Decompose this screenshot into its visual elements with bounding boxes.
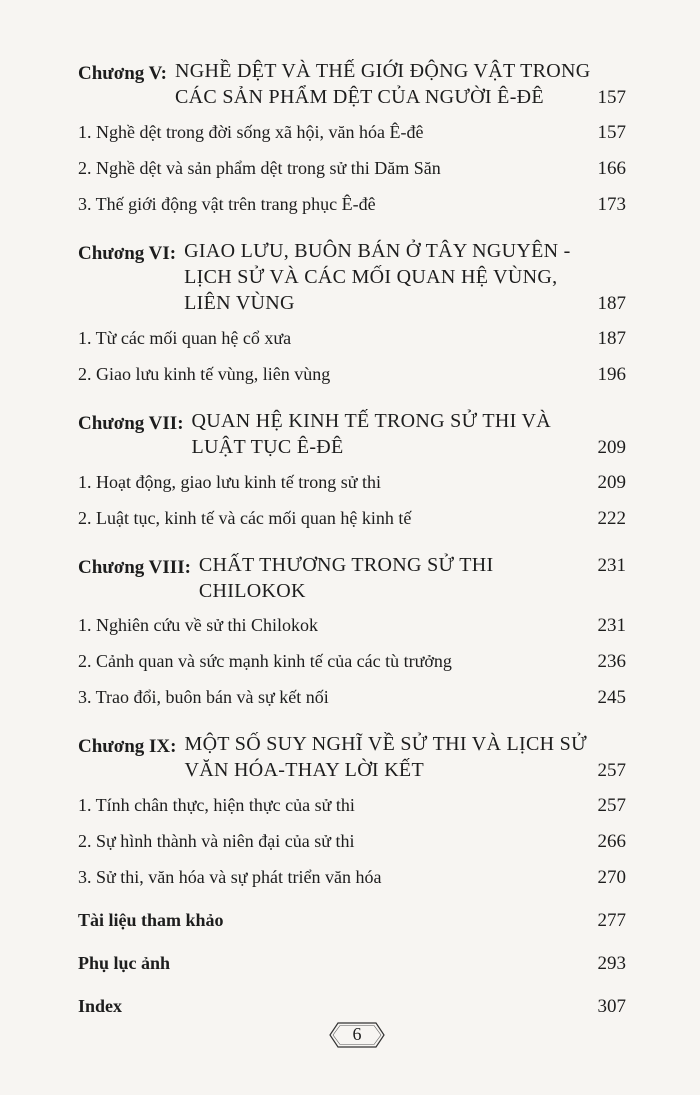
chapter-v — [78, 58, 626, 216]
back-matter-text: Index — [78, 996, 123, 1016]
toc-entry — [78, 650, 626, 673]
back-matter-page: 307 — [597, 996, 626, 1017]
chapter-title-line: QUAN HỆ KINH TẾ TRONG SỬ THI VÀ — [191, 410, 551, 432]
back-matter-entry — [78, 995, 626, 1018]
back-matter-text: Tài liệu tham khảo — [78, 910, 224, 930]
toc-entry-text: 1. Hoạt động, giao lưu kinh tế trong sử thi — [78, 472, 381, 492]
toc-entry — [78, 794, 626, 817]
toc-entry — [78, 363, 626, 386]
toc-entry-page: 166 — [597, 158, 626, 179]
toc-entry-page: 173 — [597, 194, 626, 215]
chapter-label: Chương V: — [78, 63, 167, 84]
chapter-ix — [78, 731, 626, 889]
chapter-title-line: LUẬT TỤC Ê-ĐÊ — [191, 436, 344, 458]
chapter-label: Chương IX: — [78, 736, 177, 757]
chapter-viii — [78, 552, 626, 709]
chapter-label: Chương VII: — [78, 413, 184, 434]
chapter-heading — [78, 58, 626, 111]
toc-entry-page: 245 — [597, 687, 626, 708]
chapter-title-line: VĂN HÓA-THAY LỜI KẾT — [184, 759, 424, 781]
toc-entry-text: 2. Sự hình thành và niên đại của sử thi — [78, 831, 355, 851]
toc-entry-page: 270 — [597, 867, 626, 888]
chapter-title — [184, 238, 626, 317]
page-number: 6 — [352, 1024, 362, 1044]
toc-entry-text: 2. Luật tục, kinh tế và các mối quan hệ kinh tế — [78, 508, 412, 528]
chapter-heading — [78, 238, 626, 317]
chapter-title — [184, 731, 626, 784]
back-matter-entry — [78, 909, 626, 932]
back-matter-page: 277 — [597, 910, 626, 931]
toc-entry-page: 157 — [597, 122, 626, 143]
chapter-title-line: LIÊN VÙNG — [184, 292, 295, 314]
toc-entry-text: 1. Nghiên cứu về sử thi Chilokok — [78, 615, 318, 635]
toc-entry-page: 266 — [597, 831, 626, 852]
chapter-title-line: MỘT SỐ SUY NGHĨ VỀ SỬ THI VÀ LỊCH SỬ — [184, 733, 587, 755]
toc-entry-text: 2. Cảnh quan và sức mạnh kinh tế của các tù trưởng — [78, 651, 452, 671]
toc-entry — [78, 686, 626, 709]
toc-entry-text: 2. Giao lưu kinh tế vùng, liên vùng — [78, 364, 331, 384]
chapter-page-number: 187 — [597, 293, 626, 314]
chapter-vii — [78, 408, 626, 530]
chapter-title-line: CHẤT THƯƠNG TRONG SỬ THI CHILOKOK — [198, 554, 494, 602]
back-matter-page: 293 — [597, 953, 626, 974]
chapter-label: Chương VIII: — [78, 557, 191, 578]
chapter-heading — [78, 408, 626, 461]
toc-entry-text: 3. Thế giới động vật trên trang phục Ê-đê — [78, 194, 376, 214]
chapter-page-number: 157 — [597, 87, 626, 108]
toc-entry-page: 196 — [597, 364, 626, 385]
chapter-heading — [78, 552, 626, 604]
chapter-title — [192, 408, 626, 461]
toc-entry — [78, 327, 626, 350]
toc-entry-page: 187 — [597, 328, 626, 349]
toc-entry-page: 209 — [597, 472, 626, 493]
toc-entry-text: 3. Sử thi, văn hóa và sự phát triển văn hóa — [78, 867, 382, 887]
toc-entry-text: 1. Nghề dệt trong đời sống xã hội, văn hóa Ê-đê — [78, 122, 424, 142]
toc-entry-page: 231 — [597, 615, 626, 636]
chapter-title-line: CÁC SẢN PHẨM DỆT CỦA NGƯỜI Ê-ĐÊ — [175, 86, 544, 108]
toc-entry — [78, 193, 626, 216]
chapter-label: Chương VI: — [78, 243, 177, 264]
page-number-badge — [328, 1020, 386, 1050]
toc-entry — [78, 866, 626, 889]
toc-entry — [78, 471, 626, 494]
toc-entry — [78, 157, 626, 180]
table-of-contents — [78, 58, 626, 1018]
toc-entry — [78, 830, 626, 853]
toc-entry — [78, 614, 626, 637]
toc-entry — [78, 507, 626, 530]
chapter-page-number: 257 — [597, 760, 626, 781]
chapter-page-number: 209 — [597, 437, 626, 458]
toc-entry-page: 236 — [597, 651, 626, 672]
back-matter-entry — [78, 952, 626, 975]
toc-entry-text: 2. Nghề dệt và sản phẩm dệt trong sử thi Dăm Săn — [78, 158, 441, 178]
chapter-title-line: NGHỀ DỆT VÀ THẾ GIỚI ĐỘNG VẬT TRONG — [175, 60, 591, 82]
toc-entry-page: 257 — [597, 795, 626, 816]
chapter-title — [175, 58, 626, 111]
back-matter-text: Phụ lục ảnh — [78, 953, 171, 973]
chapter-vi — [78, 238, 626, 386]
chapter-page-number: 231 — [597, 555, 626, 576]
chapter-title — [199, 552, 626, 604]
toc-entry-text: 3. Trao đổi, buôn bán và sự kết nối — [78, 687, 329, 707]
toc-entry-page: 222 — [597, 508, 626, 529]
chapter-heading — [78, 731, 626, 784]
toc-entry-text: 1. Tính chân thực, hiện thực của sử thi — [78, 795, 355, 815]
chapter-title-line: GIAO LƯU, BUÔN BÁN Ở TÂY NGUYÊN - — [184, 240, 571, 262]
chapter-title-line: LỊCH SỬ VÀ CÁC MỐI QUAN HỆ VÙNG, — [184, 266, 558, 288]
toc-entry-text: 1. Từ các mối quan hệ cổ xưa — [78, 328, 292, 348]
toc-entry — [78, 121, 626, 144]
